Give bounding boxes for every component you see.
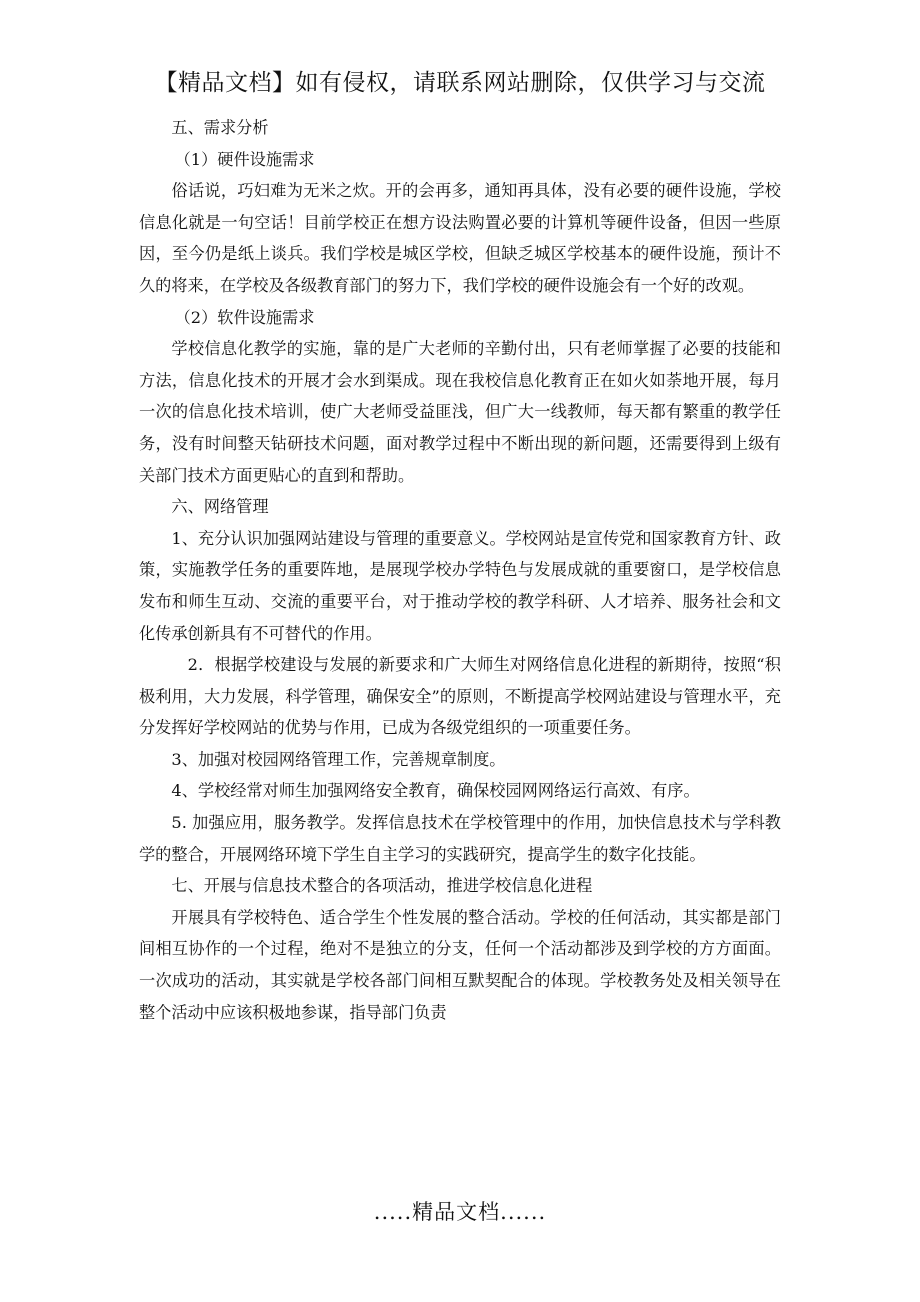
section-heading: 五、需求分析 <box>171 118 269 137</box>
paragraph: 俗话说，巧妇难为无米之炊。开的会再多，通知再具体，没有必要的硬件设施，学校信息化就是一句空话！目前学校正在想方设法购置必要的计算机等硬件设备，但因一些原因，至今仍是纸上谈兵。我们学校是城区学校，但缺乏城区学校基本的硬件设施，预计不久的将来，在学校及各级教育部门的努力下，我们学校的硬件设施会有一个好的改观。 <box>139 181 781 295</box>
paragraph: 学校信息化教学的实施，靠的是广大老师的辛勤付出，只有老师掌握了必要的技能和方法，信息化技术的开展才会水到渠成。现在我校信息化教育正在如火如荼地开展，每月一次的信息化技术培训，使广大老师受益匪浅，但广大一线教师，每天都有繁重的教学任务，没有时间整天钻研技术问题，面对教学过程中不断出现的新问题，还需要得到上级有关部门技术方面更贴心的直到和帮助。 <box>139 339 781 485</box>
paragraph: 开展具有学校特色、适合学生个性发展的整合活动。学校的任何活动，其实都是部门间相互协作的一个过程，绝对不是独立的分支，任何一个活动都涉及到学校的方方面面。一次成功的活动，其实就是学校各部门间相互默契配合的体现。学校教务处及相关领导在整个活动中应该积极地参谋，指导部门负责 <box>139 907 781 1022</box>
watermark-footer: .....精品文档...... <box>373 1200 547 1224</box>
document-body <box>139 112 781 1028</box>
subsection-heading: （1）硬件设施需求 <box>174 149 315 169</box>
paragraph: 2．根据学校建设与发展的新要求和广大师生对网络信息化进程的新期待，按照“积极利用，大力发展，科学管理，确保安全”的原则，不断提高学校网站建设与管理水平，充分发挥好学校网站的优势与作用，已成为各级党组织的一项重要任务。 <box>139 655 781 738</box>
paragraph: 5. 加强应用，服务教学。发挥信息技术在学校管理中的作用，加快信息技术与学科教学的整合，开展网络环境下学生自主学习的实践研究，提高学生的数字化技能。 <box>139 813 781 864</box>
paragraph: 4、学校经常对师生加强网络安全教育，确保校园网网络运行高效、有序。 <box>171 781 700 801</box>
subsection-heading: （2）软件设施需求 <box>174 307 315 327</box>
paragraph: 3、加强对校园网络管理工作，完善规章制度。 <box>171 749 506 769</box>
watermark-header: 【精品文档】如有侵权，请联系网站删除，仅供学习与交流 <box>154 70 766 96</box>
section-heading: 六、网络管理 <box>171 497 269 517</box>
paragraph: 1、充分认识加强网站建设与管理的重要意义。学校网站是宣传党和国家教育方针、政策，实施教学任务的重要阵地，是展现学校办学特色与发展成就的重要窗口，是学校信息发布和师生互动、交流的重要平台，对于推动学校的教学科研、人才培养、服务社会和文化传承创新具有不可替代的作用。 <box>139 528 781 643</box>
section-heading: 七、开展与信息技术整合的各项活动，推进学校信息化进程 <box>171 876 593 896</box>
